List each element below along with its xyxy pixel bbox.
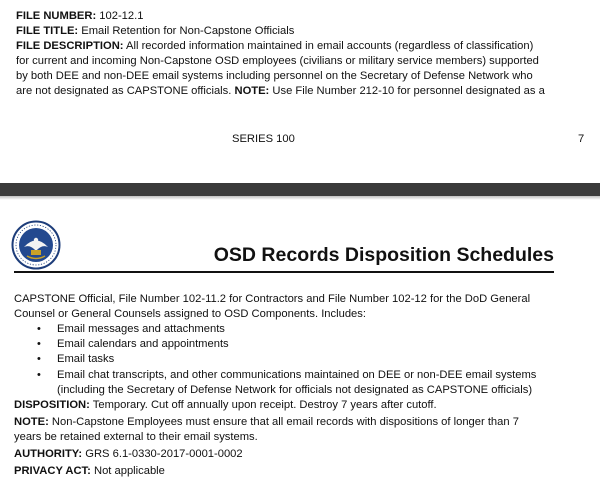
file-description-text-4a: are not designated as CAPSTONE officials.	[16, 85, 232, 97]
series-footer: SERIES 100	[232, 133, 295, 145]
body-line-2: Counsel or General Counsels assigned to OSD Components. Includes:	[14, 308, 366, 320]
page-break-divider	[0, 183, 600, 196]
file-description-line-4	[16, 84, 545, 99]
disposition-value: Temporary. Cut off annually upon receipt. Destroy 7 years after cutoff.	[92, 399, 437, 411]
file-description-text-4b: Use File Number 212-10 for personnel designated as a	[272, 85, 545, 97]
authority-line	[14, 447, 243, 462]
privacy-act-line	[14, 464, 165, 479]
file-number-value: 102-12.1	[99, 10, 144, 22]
bullet-marker: •	[37, 338, 41, 350]
list-item: Email tasks	[57, 353, 115, 365]
list-item: Email chat transcripts, and other communications maintained on DEE or non-DEE email systems	[57, 369, 537, 381]
list-item: Email messages and attachments	[57, 323, 225, 335]
authority-label: AUTHORITY:	[14, 448, 83, 460]
file-title-line	[16, 24, 294, 39]
note-line-2: years be retained external to their email systems.	[14, 431, 258, 443]
authority-value: GRS 6.1-0330-2017-0001-0002	[85, 448, 243, 460]
bullet-marker: •	[37, 353, 41, 365]
file-title-value: Email Retention for Non-Capstone Officials	[81, 25, 295, 37]
bullet-marker: •	[37, 323, 41, 335]
disposition-line	[14, 398, 437, 413]
note-text-1: Non-Capstone Employees must ensure that all email records with dispositions of longer than 7	[51, 416, 519, 428]
note-label: NOTE:	[234, 85, 270, 97]
note-label: NOTE:	[14, 416, 49, 428]
list-item: Email calendars and appointments	[57, 338, 229, 350]
privacy-act-value: Not applicable	[93, 465, 165, 477]
list-item-continuation: (including the Secretary of Defense Network for officials not designated as CAPSTONE officials)	[57, 384, 533, 396]
file-description-line-2: for current and incoming Non-Capstone OSD employees (civilians or military service members) supported	[16, 55, 539, 67]
page-title: OSD Records Disposition Schedules	[213, 244, 554, 266]
file-description-label: FILE DESCRIPTION:	[16, 40, 124, 52]
page-number: 7	[578, 133, 585, 145]
file-title-label: FILE TITLE:	[16, 25, 79, 37]
file-description-line-1	[16, 39, 533, 54]
file-number-label: FILE NUMBER:	[16, 10, 97, 22]
dod-seal-logo	[11, 220, 61, 270]
privacy-act-label: PRIVACY ACT:	[14, 465, 91, 477]
bullet-marker: •	[37, 369, 41, 381]
previous-page-fragment	[0, 0, 600, 183]
note-line-1	[14, 415, 519, 430]
file-number-line	[16, 9, 143, 24]
disposition-label: DISPOSITION:	[14, 399, 90, 411]
body-line-1: CAPSTONE Official, File Number 102-11.2 for Contractors and File Number 102-12 for the DoD General	[14, 293, 531, 305]
file-description-text-1: All recorded information maintained in email accounts (regardless of classification)	[126, 40, 534, 52]
header-rule	[14, 271, 554, 273]
file-description-line-3: by both DEE and non-DEE email systems including personnel on the Secretary of Defense Network who	[16, 70, 533, 82]
